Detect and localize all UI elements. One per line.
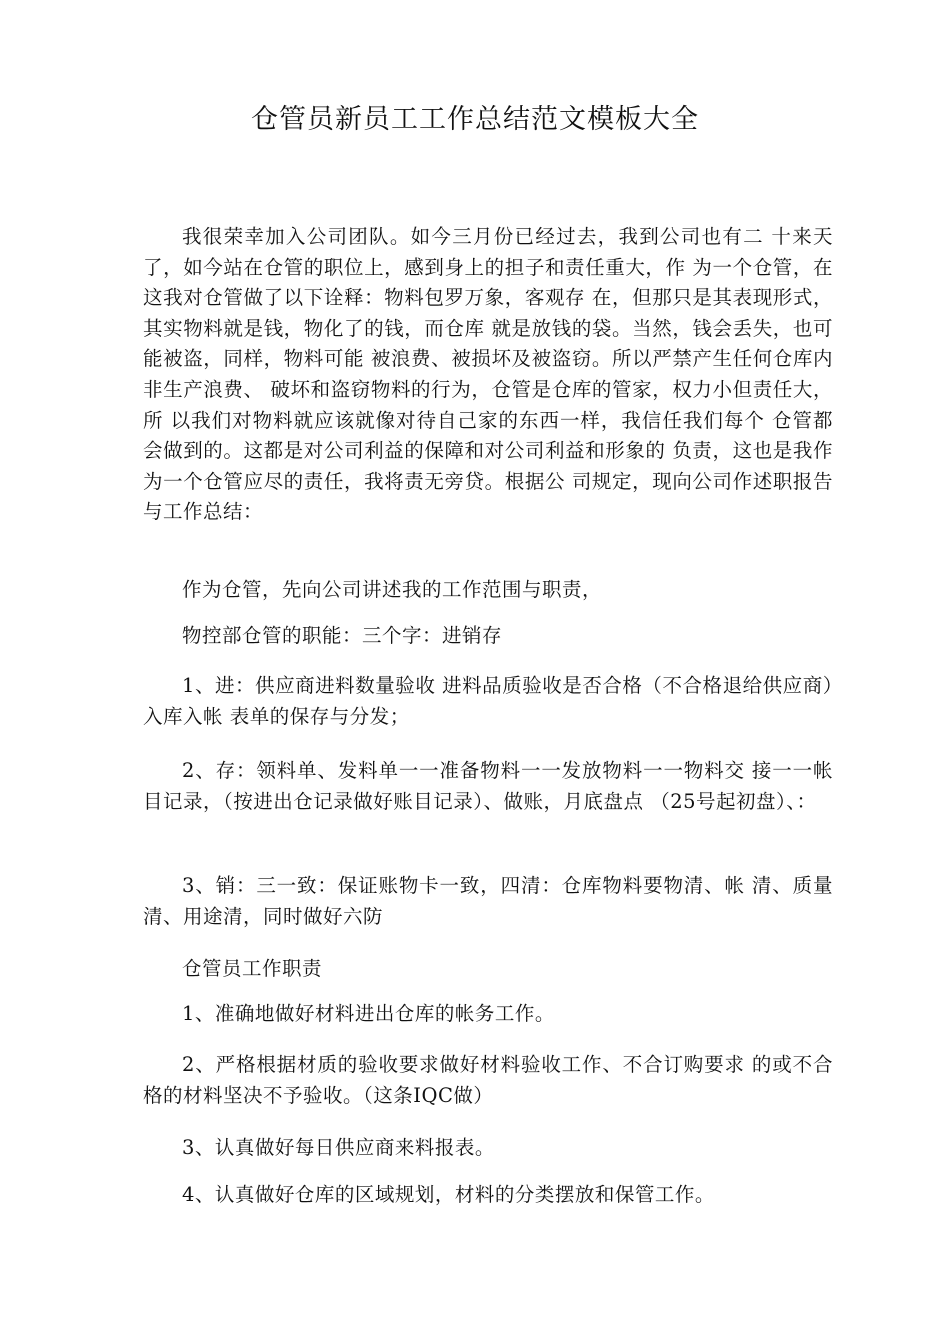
duty-item-1: 1、准确地做好材料进出仓库的帐务工作。 — [182, 1002, 555, 1025]
duty-item-4: 4、认真做好仓库的区域规划，材料的分类摆放和保管工作。 — [182, 1183, 715, 1206]
document-title: 仓管员新员工工作总结范文模板大全 — [251, 104, 699, 135]
function-paragraph: 物控部仓管的职能：三个字：进销存 — [182, 624, 503, 647]
item-store-paragraph: 2、存：领料单、发料单一一准备物料一一发放物料一一物料交 接一一帐目记录，（按进出仓记录做好账目记录）、做账，月底盘点 （25号起初盘）、： — [143, 759, 833, 813]
duty-item-2: 2、严格根据材质的验收要求做好材料验收工作、不合订购要求 的或不合格的材料坚决不予验收。（这条IQC做） — [143, 1053, 833, 1107]
item-in-paragraph: 1、进：供应商进料数量验收 进料品质验收是否合格（不合格退给供应商）入库入帐 表单的保存与分发； — [143, 674, 833, 728]
item-sell-paragraph: 3、销：三一致：保证账物卡一致，四清：仓库物料要物清、帐 清、质量清、用途清，同时做好六防 — [143, 874, 833, 928]
duties-heading: 仓管员工作职责 — [182, 957, 323, 980]
scope-paragraph: 作为仓管，先向公司讲述我的工作范围与职责， — [182, 578, 603, 601]
intro-paragraph: 我很荣幸加入公司团队。如今三月份已经过去，我到公司也有二 十来天了，如今站在仓管的职位上，感到身上的担子和责任重大，作 为一个仓管，在这我对仓管做了以下诠释：物料包罗万象，客观存 在，但那只是其表现形式，其实物料就是钱，物化了的钱，而仓库 就是放钱的袋。当然，钱会丢失，也可能被盗，同样，物料可能 被浪费、被损坏及被盗窃。所以严禁产生任何仓库内非生产浪费、 破坏和盗窃物料的行为，仓管是仓库的管家，权力小但责任大，所 以我们对物料就应该就像对待自己家的东西一样，我信任我们每个 仓管都会做到的。这都是对公司利益的保障和对公司利益和形象的 负责，这也是我作为一个仓管应尽的责任，我将责无旁贷。根据公 司规定，现向公司作述职报告与工作总结： — [143, 225, 833, 524]
duty-item-3: 3、认真做好每日供应商来料报表。 — [182, 1136, 495, 1159]
